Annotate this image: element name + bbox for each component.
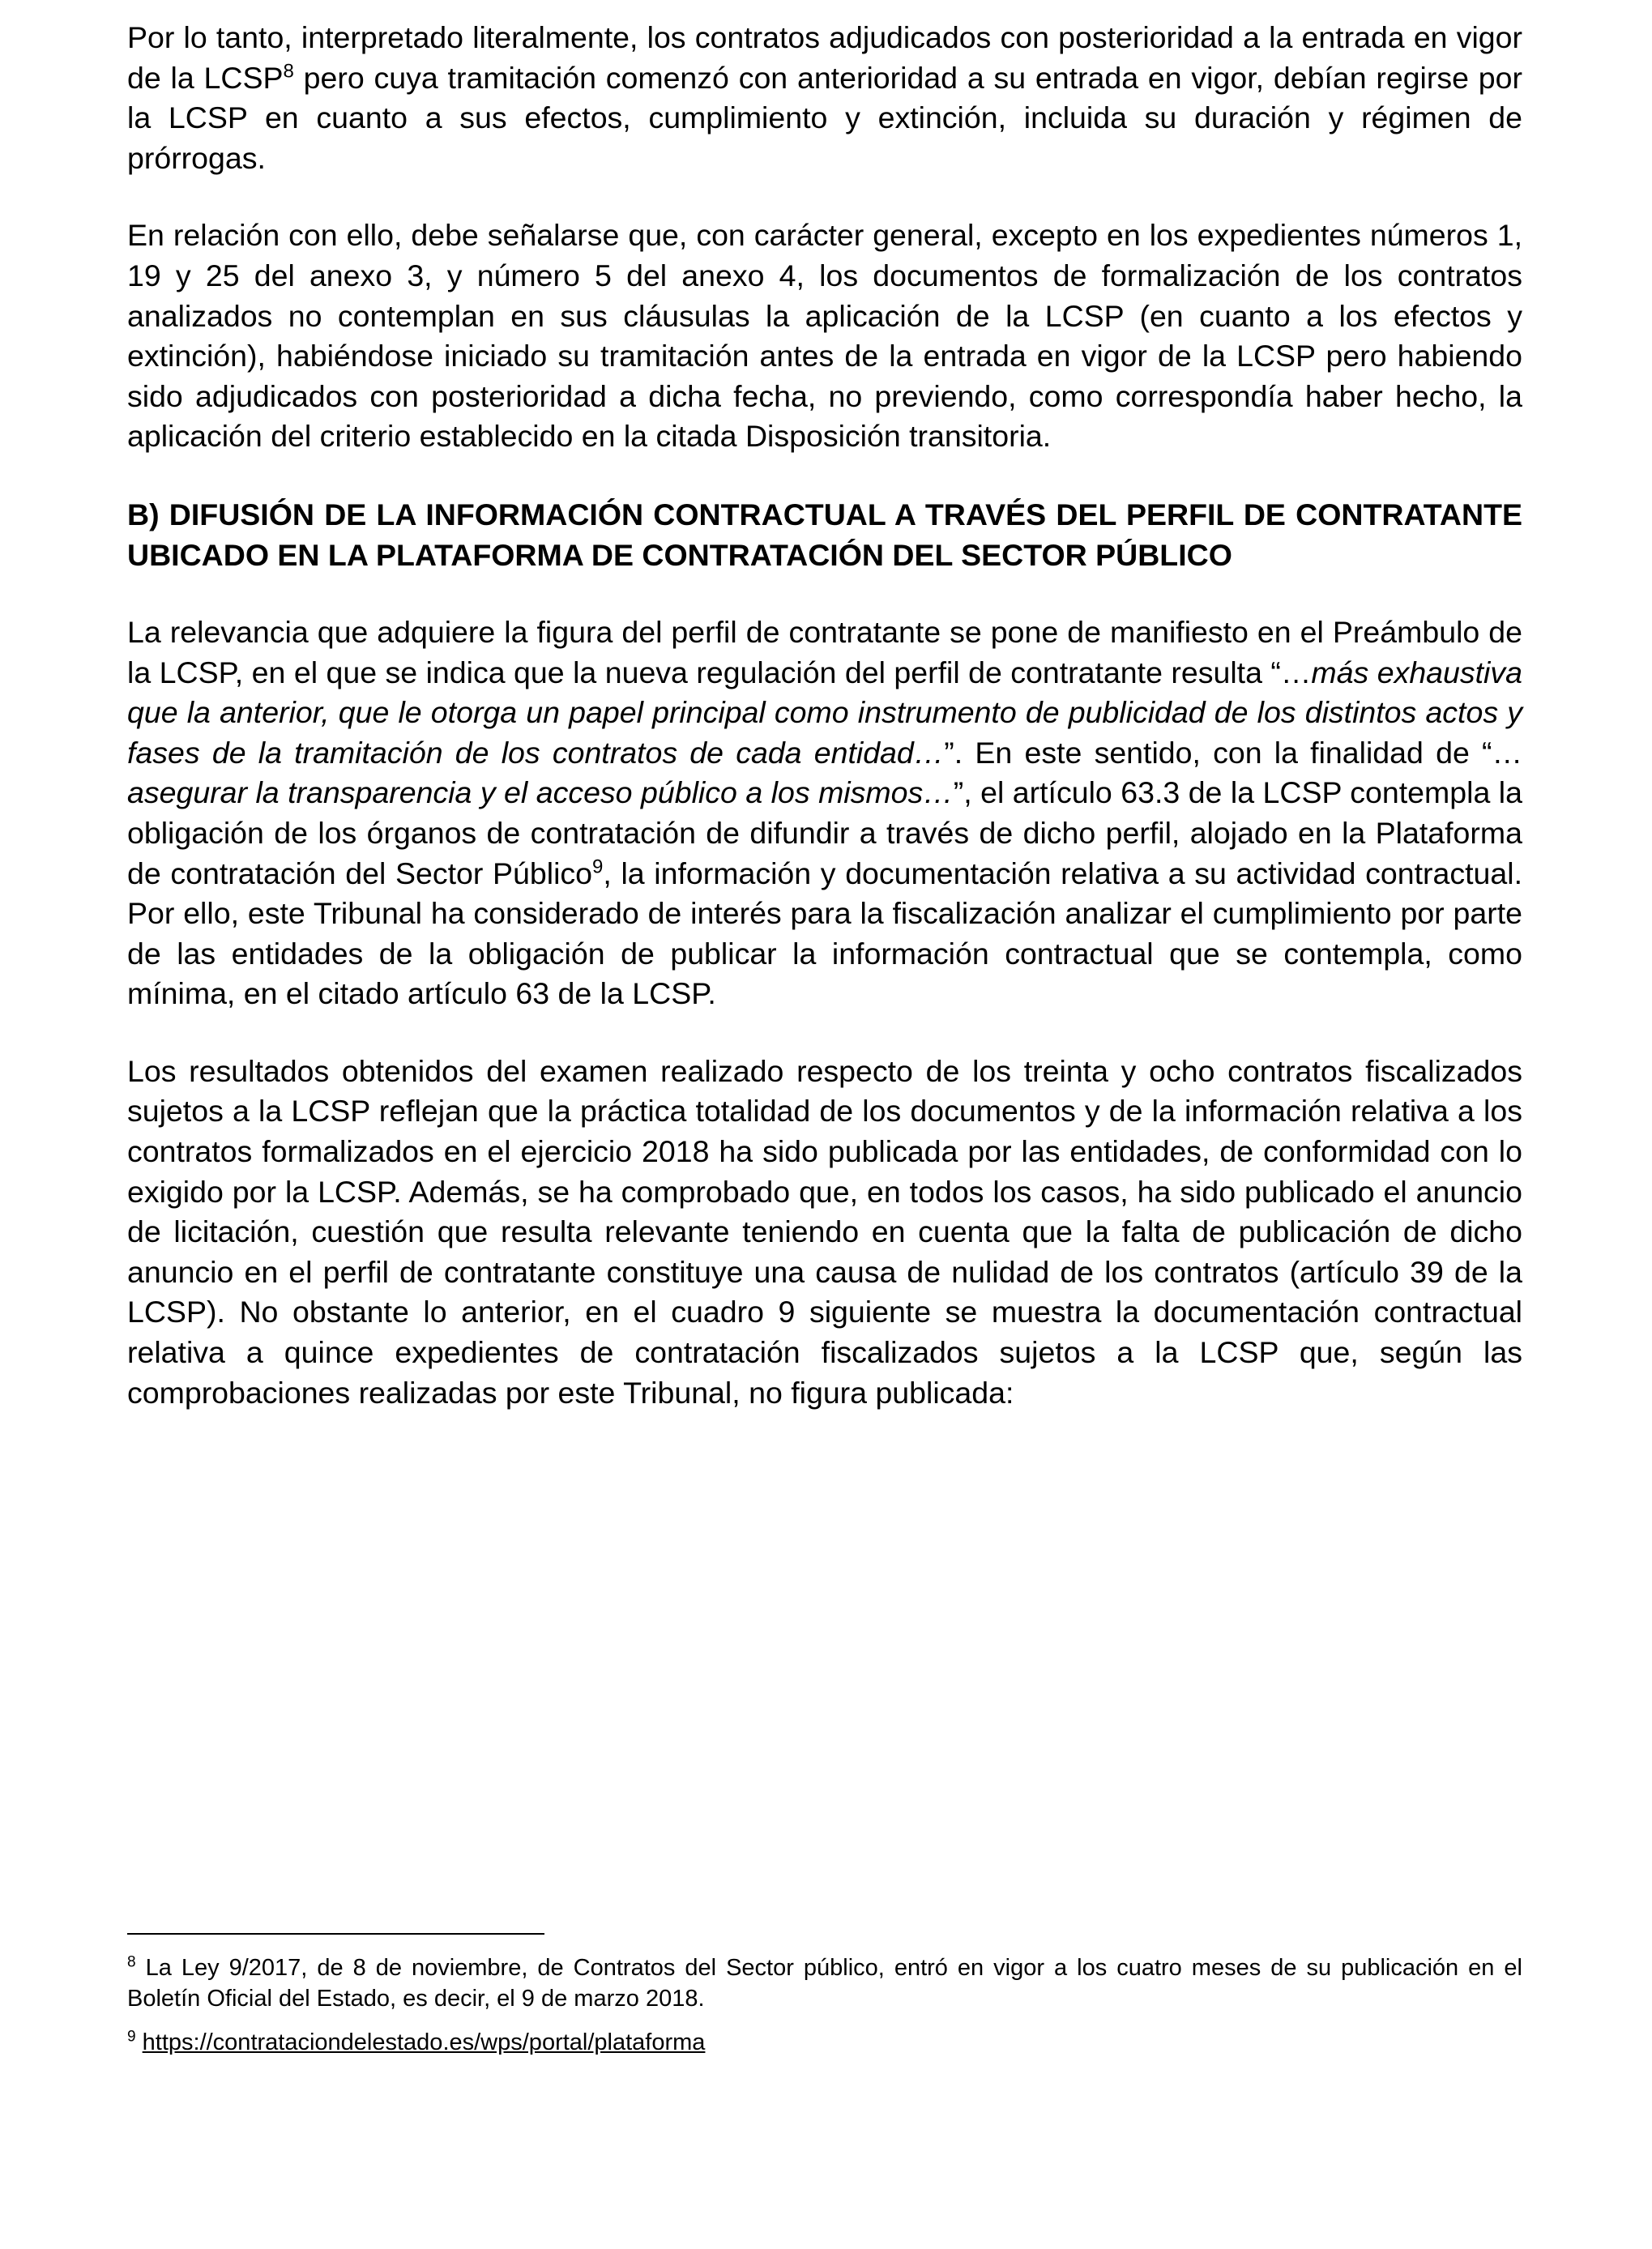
footnote-9: [127, 2027, 1522, 2058]
paragraph-3-quote-2: asegurar la transparencia y el acceso público a los mismos…: [127, 775, 954, 810]
footnote-8-text: La Ley 9/2017, de 8 de noviembre, de Contratos del Sector público, entró en vigor a los cuatro meses de su publicación en el Boletín Oficial del Estado, es decir, el 9 de marzo 2018.: [127, 1955, 1522, 2012]
footnote-8-number: 8: [127, 1953, 136, 1971]
paragraph-3: [127, 612, 1522, 1014]
footnote-separator: [127, 1933, 544, 1935]
paragraph-3-text-d: , la información y documentación relativa a su actividad contractual. Por ello, este Tribunal ha considerado de interés para la fiscalización analizar el cumplimiento por parte de las entidades de la obligación de publicar la información contractual que se contempla, como mínima, en el citado artículo 63 de la LCSP.: [127, 856, 1522, 1011]
paragraph-3-text-a: La relevancia que adquiere la figura del perfil de contratante se pone de manifiesto en el Preámbulo de la LCSP, en el que se indica que la nueva regulación del perfil de contratante resulta “…: [127, 614, 1522, 689]
footnote-ref-9[interactable]: 9: [592, 856, 604, 877]
footnote-ref-8[interactable]: 8: [283, 60, 294, 83]
paragraph-2: En relación con ello, debe señalarse que, con carácter general, excepto en los expedientes números 1, 19 y 25 del anexo 3, y número 5 del anexo 4, los documentos de formalización de los contratos analizados no contemplan en sus cláusulas la aplicación de la LCSP (en cuanto a los efectos y extinción), habiéndose iniciado su tramitación antes de la entrada en vigor de la LCSP pero habiendo sido adjudicados con posterioridad a dicha fecha, no previendo, como correspondía haber hecho, la aplicación del criterio establecido en la citada Disposición transitoria.: [127, 218, 1522, 454]
footnote-9-link[interactable]: https://contrataciondelestado.es/wps/portal/plataforma: [142, 2029, 706, 2055]
paragraph-1: [127, 18, 1522, 178]
paragraph-1-text-b: pero cuya tramitación comenzó con anterioridad a su entrada en vigor, debían regirse por la LCSP en cuanto a sus efectos, cumplimiento y extinción, incluida su duración y régimen de prórrogas.: [127, 60, 1522, 175]
section-heading: B) DIFUSIÓN DE LA INFORMACIÓN CONTRACTUAL A TRAVÉS DEL PERFIL DE CONTRATANTE UBICADO EN LA PLATAFORMA DE CONTRATACIÓN DEL SECTOR PÚBLICO: [127, 497, 1522, 572]
footnote-9-number: 9: [127, 2028, 136, 2046]
footnote-8: [127, 1952, 1522, 2014]
paragraph-3-text-b: ”. En este sentido, con la finalidad de “…: [944, 735, 1522, 770]
paragraph-1-text-a: Por lo tanto, interpretado literalmente, los contratos adjudicados con posterioridad a la entrada en vigor de la LCSP: [127, 20, 1522, 95]
document-body: [127, 18, 1522, 1413]
footnotes: [127, 1933, 1522, 2071]
paragraph-4: Los resultados obtenidos del examen realizado respecto de los treinta y ocho contratos fiscalizados sujetos a la LCSP reflejan que la práctica totalidad de los documentos y de la información relativa a los contratos formalizados en el ejercicio 2018 ha sido publicada por las entidades, de conformidad con lo exigido por la LCSP. Además, se ha comprobado que, en todos los casos, ha sido publicado el anuncio de licitación, cuestión que resulta relevante teniendo en cuenta que la falta de publicación de dicho anuncio en el perfil de contratante constituye una causa de nulidad de los contratos (artículo 39 de la LCSP). No obstante lo anterior, en el cuadro 9 siguiente se muestra la documentación contractual relativa a quince expedientes de contratación fiscalizados sujetos a la LCSP que, según las comprobaciones realizadas por este Tribunal, no figura publicada:: [127, 1053, 1522, 1410]
paragraph-3-text-c: ”, el artículo 63.3 de la LCSP contempla la obligación de los órganos de contratación de difundir a través de dicho perfil, alojado en la Plataforma de contratación del Sector Público: [127, 775, 1522, 890]
paragraph-3-quote-1: más exhaustiva que la anterior, que le otorga un papel principal como instrumento de publicidad de los distintos actos y fases de la tramitación de los contratos de cada entidad…: [127, 655, 1522, 770]
